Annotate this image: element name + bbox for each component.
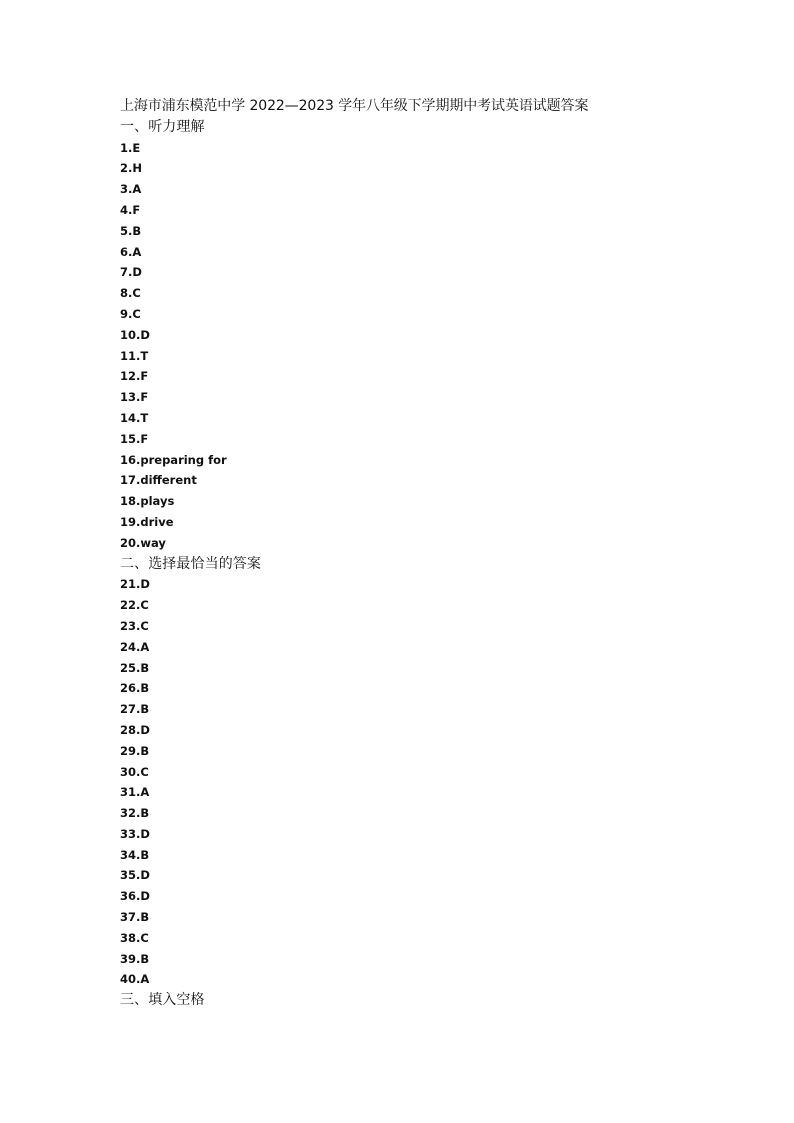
answer-item: 6.A — [120, 244, 142, 259]
answer-item: 22.C — [120, 598, 149, 613]
answer-item: 10.D — [120, 327, 150, 342]
answer-item: 9.C — [120, 306, 141, 321]
answer-item: 27.B — [120, 702, 150, 717]
answer-item: 39.B — [120, 951, 150, 966]
section-heading: 一、听力理解 — [120, 118, 205, 135]
section-heading: 二、选择最恰当的答案 — [120, 555, 261, 572]
answer-item: 35.D — [120, 868, 150, 883]
answer-item: 17.different — [120, 473, 197, 488]
answer-item: 15.F — [120, 431, 149, 446]
answer-item: 23.C — [120, 618, 149, 633]
document-content — [120, 96, 720, 1011]
answer-item: 32.B — [120, 806, 150, 821]
answer-item: 19.drive — [120, 514, 174, 529]
answer-item: 36.D — [120, 889, 150, 904]
answer-item: 7.D — [120, 265, 142, 280]
answer-item: 34.B — [120, 847, 150, 862]
answer-item: 31.A — [120, 785, 150, 800]
answer-item: 16.preparing for — [120, 452, 227, 467]
answer-item: 26.B — [120, 681, 150, 696]
answer-item: 20.way — [120, 535, 166, 550]
section-heading: 三、填入空格 — [120, 992, 205, 1009]
answer-item: 1.E — [120, 140, 141, 155]
answer-item: 4.F — [120, 202, 141, 217]
answer-item: 25.B — [120, 660, 150, 675]
answer-item: 11.T — [120, 348, 149, 363]
answer-item: 40.A — [120, 972, 150, 987]
answer-item: 30.C — [120, 764, 149, 779]
answer-item: 37.B — [120, 910, 150, 925]
answer-item: 13.F — [120, 390, 149, 405]
answer-item: 5.B — [120, 223, 142, 238]
answer-item: 2.H — [120, 161, 142, 176]
document-title: 上海市浦东模范中学 2022—2023 学年八年级下学期期中考试英语试题答案 — [120, 98, 589, 114]
answer-item: 28.D — [120, 722, 150, 737]
answer-item: 3.A — [120, 182, 142, 197]
answer-item: 29.B — [120, 743, 150, 758]
answer-item: 8.C — [120, 286, 141, 301]
answer-item: 18.plays — [120, 494, 175, 509]
answer-item: 12.F — [120, 369, 149, 384]
answer-item: 33.D — [120, 826, 150, 841]
answer-item: 24.A — [120, 639, 150, 654]
answer-item: 38.C — [120, 930, 149, 945]
answer-item: 14.T — [120, 410, 149, 425]
answer-item: 21.D — [120, 577, 150, 592]
